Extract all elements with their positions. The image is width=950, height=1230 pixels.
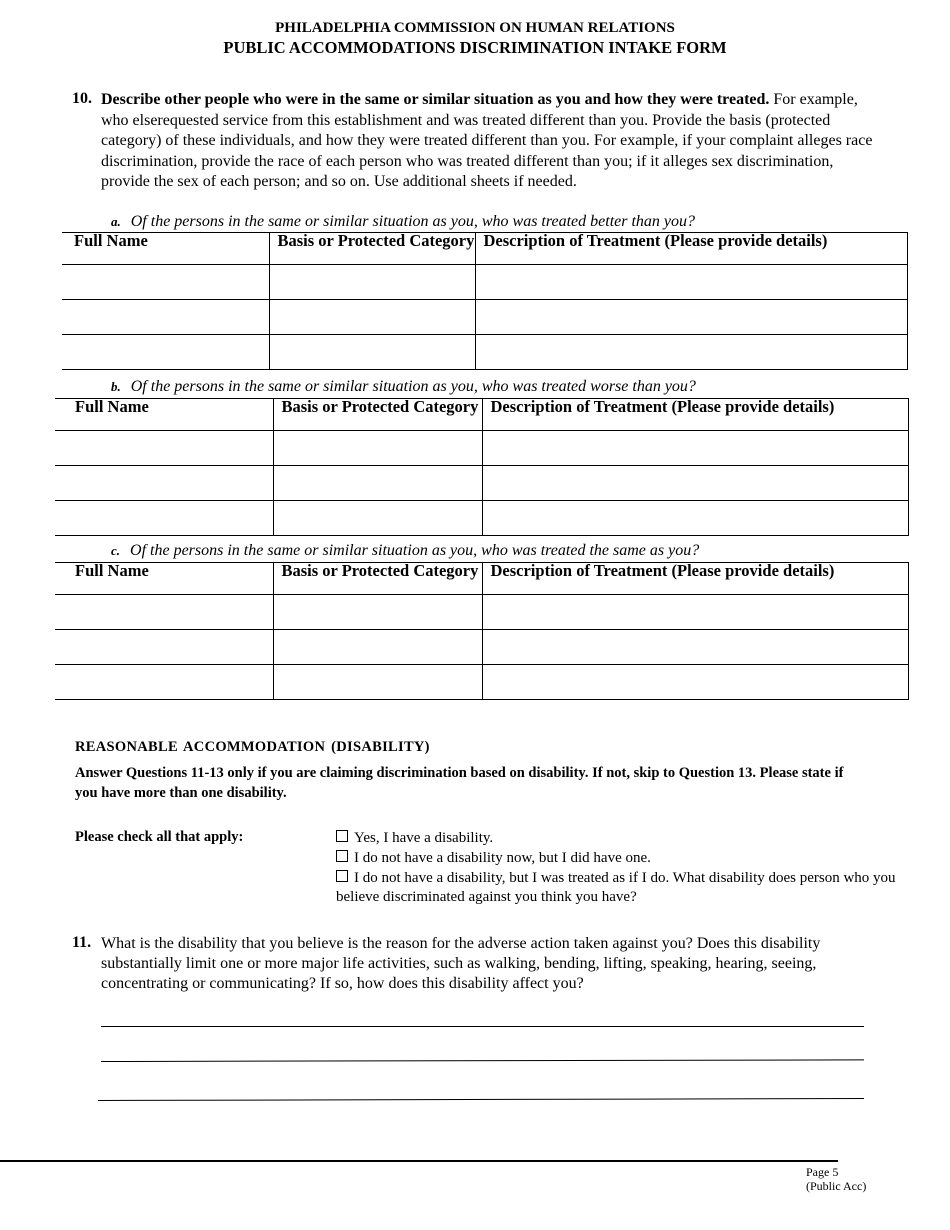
column-header-full-name: Full Name <box>62 233 269 265</box>
question-10-bold-text: Describe other people who were in the same or similar situation as you and how they were treated. <box>101 91 770 108</box>
option-has-disability[interactable] <box>336 829 896 848</box>
form-title: PUBLIC ACCOMMODATIONS DISCRIMINATION INTAKE FORM <box>223 38 727 57</box>
column-header-basis: Basis or Protected Category <box>273 563 482 595</box>
question-10-number: 10. <box>72 90 92 107</box>
answer-line[interactable] <box>101 1059 864 1062</box>
full-name-cell[interactable] <box>55 595 273 630</box>
table-row <box>55 595 908 630</box>
description-cell[interactable] <box>482 466 908 501</box>
section-title-reasonable-accommodation: REASONABLE ACCOMMODATION (DISABILITY) <box>75 739 430 755</box>
checkbox-icon[interactable] <box>336 870 348 882</box>
column-header-description: Description of Treatment (Please provide details) <box>482 399 908 431</box>
column-header-full-name: Full Name <box>55 563 273 595</box>
question-10-text <box>101 90 881 193</box>
subquestion-b-text: Of the persons in the same or similar situation as you, who was treated worse than you? <box>130 378 696 395</box>
column-header-description: Description of Treatment (Please provide details) <box>475 233 907 265</box>
basis-cell[interactable] <box>273 665 482 700</box>
full-name-cell[interactable] <box>55 466 273 501</box>
full-name-cell[interactable] <box>55 501 273 536</box>
basis-cell[interactable] <box>269 265 475 300</box>
description-cell[interactable] <box>475 265 907 300</box>
table-row <box>55 630 908 665</box>
description-cell[interactable] <box>482 665 908 700</box>
check-all-label: Please check all that apply: <box>75 829 244 845</box>
table-row <box>55 501 908 536</box>
description-cell[interactable] <box>482 431 908 466</box>
full-name-cell[interactable] <box>55 431 273 466</box>
table-row <box>62 265 907 300</box>
option-regarded-as-disabled[interactable] <box>336 869 896 907</box>
full-name-cell[interactable] <box>55 665 273 700</box>
question-11-text: What is the disability that you believe is the reason for the adverse action taken against you? Does this disability substantially limit one or more major life activities, such as walking, bending, lifting, speaking, hearing, seeing, concentrating or communicating? If so, how does this disability affect you? <box>101 935 821 992</box>
basis-cell[interactable] <box>273 501 482 536</box>
table-treated-better <box>62 232 908 370</box>
table-header-row <box>55 399 908 431</box>
form-code: (Public Acc) <box>806 1179 867 1193</box>
basis-cell[interactable] <box>273 630 482 665</box>
subquestion-c-text: Of the persons in the same or similar situation as you, who was treated the same as you? <box>130 542 700 559</box>
basis-cell[interactable] <box>273 595 482 630</box>
subquestion-a-text: Of the persons in the same or similar situation as you, who was treated better than you? <box>130 213 696 230</box>
column-header-description: Description of Treatment (Please provide details) <box>482 563 908 595</box>
checkbox-icon[interactable] <box>336 830 348 842</box>
description-cell[interactable] <box>482 630 908 665</box>
description-cell[interactable] <box>475 335 907 370</box>
footer-divider <box>0 1160 838 1162</box>
subquestion-c <box>111 542 699 560</box>
table-treated-worse <box>55 398 909 536</box>
table-header-row <box>62 233 907 265</box>
subquestion-b-letter: b. <box>111 379 121 394</box>
full-name-cell[interactable] <box>62 265 269 300</box>
section-instructions: Answer Questions 11-13 only if you are claiming discrimination based on disability. If not, skip to Question 13. Please state if you have more than one disability. <box>75 765 844 801</box>
form-agency-title: PHILADELPHIA COMMISSION ON HUMAN RELATIONS <box>275 20 675 36</box>
description-cell[interactable] <box>482 501 908 536</box>
full-name-cell[interactable] <box>55 630 273 665</box>
option-had-disability[interactable] <box>336 849 896 868</box>
table-header-row <box>55 563 908 595</box>
option-label: I do not have a disability now, but I did have one. <box>354 850 651 866</box>
page-footer <box>806 1165 866 1193</box>
table-row <box>55 665 908 700</box>
answer-line[interactable] <box>101 1026 864 1027</box>
column-header-full-name: Full Name <box>55 399 273 431</box>
full-name-cell[interactable] <box>62 335 269 370</box>
description-cell[interactable] <box>475 300 907 335</box>
basis-cell[interactable] <box>273 431 482 466</box>
table-treated-same <box>55 562 909 700</box>
question-10-body-text: For example, who elserequested service from this establishment and was treated different than you. Provide the basis (protected category) of these individuals, and how they were treated different than you. For example, if your complaint alleges race discrimination, provide the race of each person who was treated different than you; if it alleges sex discrimination, provide the sex of each person; and so on. Use additional sheets if needed. <box>101 91 873 190</box>
checkbox-icon[interactable] <box>336 850 348 862</box>
description-cell[interactable] <box>482 595 908 630</box>
table-row <box>55 431 908 466</box>
subquestion-c-letter: c. <box>111 543 121 558</box>
option-label: I do not have a disability, but I was treated as if I do. What disability does person who you believe discriminated against you think you have? <box>336 870 896 905</box>
subquestion-a-letter: a. <box>111 214 121 229</box>
table-row <box>62 300 907 335</box>
table-row <box>55 466 908 501</box>
subquestion-b <box>111 378 696 396</box>
table-row <box>62 335 907 370</box>
full-name-cell[interactable] <box>62 300 269 335</box>
subquestion-a <box>111 213 695 231</box>
basis-cell[interactable] <box>273 466 482 501</box>
basis-cell[interactable] <box>269 335 475 370</box>
basis-cell[interactable] <box>269 300 475 335</box>
answer-line[interactable] <box>98 1098 864 1101</box>
column-header-basis: Basis or Protected Category <box>269 233 475 265</box>
page-number: Page 5 <box>806 1165 839 1179</box>
option-label: Yes, I have a disability. <box>354 830 494 846</box>
column-header-basis: Basis or Protected Category <box>273 399 482 431</box>
question-11-number: 11. <box>72 934 92 951</box>
